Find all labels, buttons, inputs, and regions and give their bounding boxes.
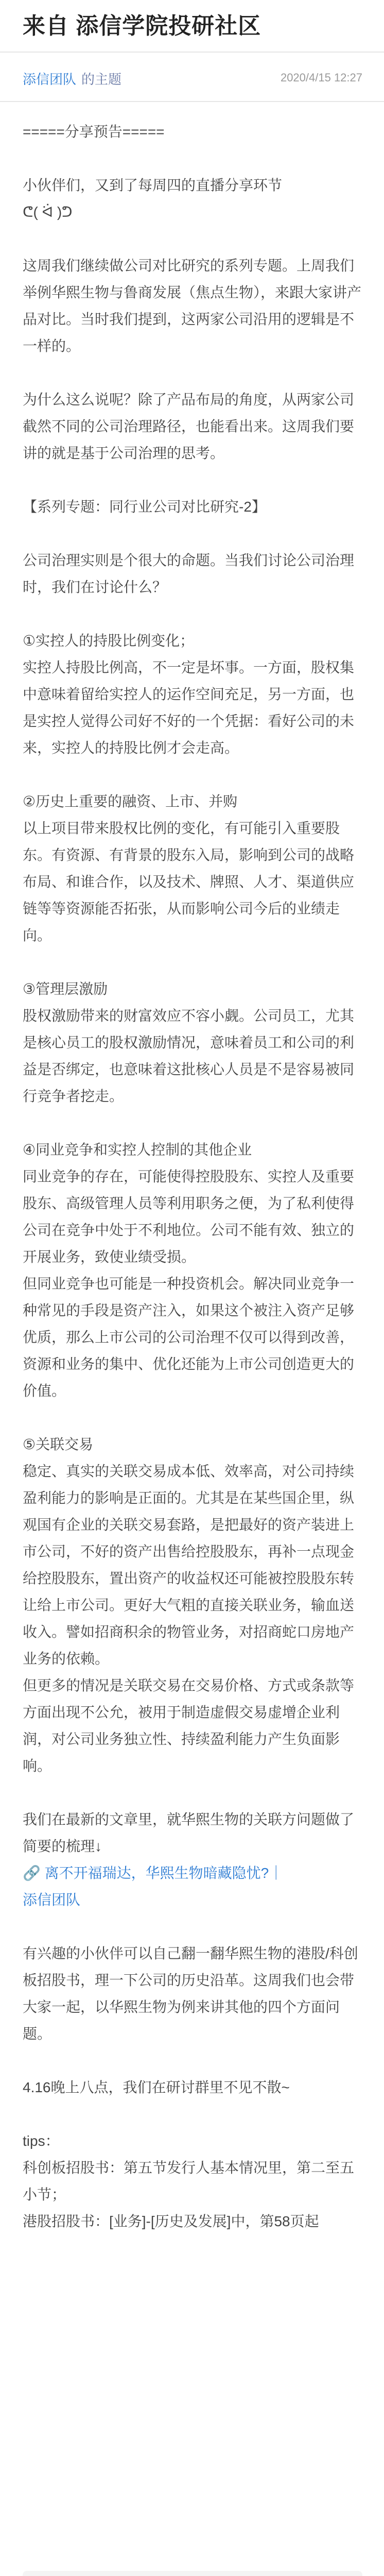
post-date: 2020/4/15 12:27 [280, 71, 362, 84]
paragraph: ③管理层激励 股权激励带来的财富效应不容小觑。公司员工，尤其是核心员工的股权激励情况，意味着员工和公司的利益是否绑定，也意味着这批核心人员是不是容易被同行竞争者挖走。 [23, 981, 355, 1104]
title-divider [0, 52, 384, 53]
tips-label: tips： [23, 2133, 60, 2149]
topic-label: 的主题 [81, 72, 122, 87]
tips-line: 港股招股书：[业务]-[历史及发展]中，第58页起 [23, 2213, 319, 2229]
paragraph: 4.16晚上八点，我们在研讨群里不见不散~ [23, 2079, 290, 2095]
paragraph: ⑤关联交易 稳定、真实的关联交易成本低、效率高，对公司持续盈利能力的影响是正面的。尤其是在某些国企里，纵观国有企业的关联交易套路，是把最好的资产装进上市公司，不好的资产出售给控股股东，再补一点现金给控股股东，置出资产的收益权还可能被控股股东转让给上市公司。更好大气粗的直接关联业务，输血送收入。譬如招商积余的物管业务，对招商蛇口房地产业务的依赖。 但更多的情况是关联交易在交易价格、方式或条款等方面出现不公允，被用于制造虚假交易虚增企业利润，对公司业务独立性、持续盈利能力产生负面影响。 [23, 1436, 355, 1774]
tips-line: 科创板招股书：第五节发行人基本情况里，第二至五小节； [23, 2160, 355, 2202]
attachment-item[interactable] [23, 2571, 362, 2576]
post-meta [23, 66, 362, 92]
paragraph: ①实控人的持股比例变化； 实控人持股比例高，不一定是坏事。一方面，股权集中意味着留给实控人的运作空间充足，另一方面，也是实控人觉得公司好不好的一个凭据：看好公司的未来，实控人的持股比例才会走高。 [23, 633, 355, 756]
article-link-source[interactable]: 添信团队 [23, 1892, 81, 1908]
article-link-block [23, 1860, 362, 1913]
article-link[interactable]: 🔗 离不开福瑞达，华熙生物暗藏隐忧?｜ [23, 1865, 284, 1881]
paragraph: 这周我们继续做公司对比研究的系列专题。上周我们举例华熙生物与鲁商发展（焦点生物），来跟大家讲产品对比。当时我们提到，这两家公司沿用的逻辑是不一样的。 [23, 258, 362, 354]
paragraph: 小伙伴们，又到了每周四的直播分享环节 ᕦ( ᐛ )ᕤ [23, 177, 283, 220]
post-content [23, 118, 362, 2262]
post-author-line [23, 69, 121, 88]
paragraph: ②历史上重要的融资、上市、并购 以上项目带来股权比例的变化，有可能引入重要股东。有资源、有背景的股东入局，影响到公司的战略布局、和谁合作，以及技术、牌照、人才、渠道供应链等等资源能否拓张，从而影响公司今后的业绩走向。 [23, 793, 355, 943]
paragraph: 为什么这么说呢？除了产品布局的角度，从两家公司截然不同的公司治理路径，也能看出来。这周我们要讲的就是基于公司治理的思考。 [23, 392, 355, 461]
paragraph: 有兴趣的小伙伴可以自己翻一翻华熙生物的港股/科创板招股书，理一下公司的历史沿革。这周我们也会带大家一起，以华熙生物为例来讲其他的四个方面问题。 [23, 1945, 358, 2042]
page-title: 来自 添信学院投研社区 [23, 13, 261, 39]
title-bar [0, 0, 384, 52]
paragraph: ④同业竞争和实控人控制的其他企业 同业竞争的存在，可能使得控股股东、实控人及重要股东、高级管理人员等利用职务之便，为了私利使得公司在竞争中处于不利地位。公司不能有效、独立的开展业务，致使业绩受损。 但同业竞争也可能是一种投资机会。解决同业竞争一种常见的手段是资产注入，如果这个被注入资产足够优质，那么上市公司的公司治理不仅可以得到改善，资源和业务的集中、优化还能为上市公司创造更大的价值。 [23, 1142, 355, 1399]
paragraph: =====分享预告===== [23, 124, 165, 140]
author-link[interactable]: 添信团队 [23, 72, 77, 87]
paragraph: 【系列专题：同行业公司对比研究-2】 [23, 499, 266, 515]
meta-divider [0, 101, 384, 102]
paragraph: 我们在最新的文章里，就华熙生物的关联方问题做了简要的梳理↓ [23, 1811, 355, 1854]
paragraph: 公司治理实则是个很大的命题。当我们讨论公司治理时，我们在讨论什么？ [23, 552, 355, 595]
